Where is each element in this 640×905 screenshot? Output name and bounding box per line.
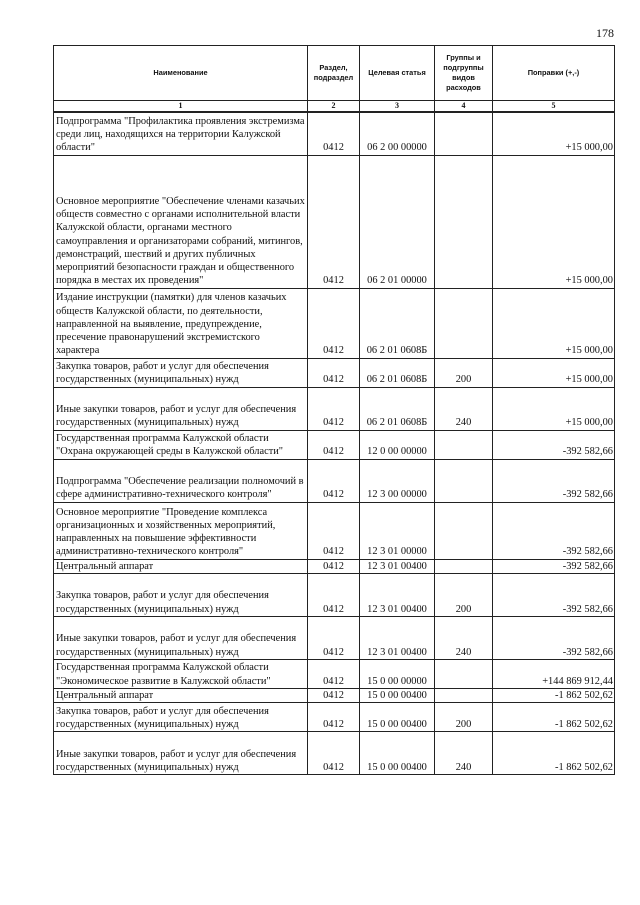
cell-target-item: 15 0 00 00400 [360,702,435,731]
cell-expense-group: 240 [435,387,493,430]
cell-target-item: 06 2 01 00000 [360,155,435,288]
cell-amount: -392 582,66 [493,616,615,659]
table-row [54,112,615,155]
table-row [54,358,615,387]
cell-name: Государственная программа Калужской области "Экономическое развитие в Калужской области" [54,659,308,688]
cell-name: Иные закупки товаров, работ и услуг для обеспечения государственных (муниципальных) нужд [54,731,308,774]
table-row [54,688,615,702]
cell-target-item: 12 0 00 00000 [360,430,435,459]
cell-amount: -392 582,66 [493,573,615,616]
cell-section: 0412 [308,616,360,659]
table-row [54,731,615,774]
header-expense-group: Группы и подгруппы видов расходов [435,46,493,101]
table-row [54,573,615,616]
cell-name: Подпрограмма "Обеспечение реализации полномочий в сфере административно-технического контроля" [54,459,308,502]
cell-name: Закупка товаров, работ и услуг для обеспечения государственных (муниципальных) нужд [54,702,308,731]
cell-name: Издание инструкции (памятки) для членов казачьих обществ Калужской области, по деятельности, направленной на выявление, предупреждение, пресечение правонарушений экстремистского характера [54,288,308,358]
cell-amount: +144 869 912,44 [493,659,615,688]
cell-section: 0412 [308,358,360,387]
column-number: 2 [308,101,360,113]
cell-target-item: 12 3 01 00400 [360,573,435,616]
cell-name: Иные закупки товаров, работ и услуг для обеспечения государственных (муниципальных) нужд [54,616,308,659]
cell-section: 0412 [308,731,360,774]
cell-name: Основное мероприятие "Проведение комплекса организационных и хозяйственных мероприятий, направленных на повышение эффективности административно-технического контроля" [54,502,308,559]
cell-section: 0412 [308,387,360,430]
cell-expense-group [435,502,493,559]
cell-target-item: 12 3 00 00000 [360,459,435,502]
cell-section: 0412 [308,155,360,288]
cell-target-item: 06 2 00 00000 [360,112,435,155]
table-row [54,387,615,430]
header-name: Наименование [54,46,308,101]
header-target-item: Целевая статья [360,46,435,101]
cell-section: 0412 [308,688,360,702]
cell-target-item: 06 2 01 0608Б [360,358,435,387]
table-header-row [54,46,615,101]
column-number: 5 [493,101,615,113]
cell-amount: -1 862 502,62 [493,731,615,774]
budget-amendments-table [53,45,615,775]
cell-amount: -392 582,66 [493,430,615,459]
cell-section: 0412 [308,659,360,688]
cell-amount: +15 000,00 [493,358,615,387]
cell-expense-group: 240 [435,731,493,774]
table-row [54,459,615,502]
cell-amount: -1 862 502,62 [493,702,615,731]
cell-name: Закупка товаров, работ и услуг для обеспечения государственных (муниципальных) нужд [54,358,308,387]
cell-target-item: 15 0 00 00000 [360,659,435,688]
cell-name: Иные закупки товаров, работ и услуг для обеспечения государственных (муниципальных) нужд [54,387,308,430]
cell-amount: +15 000,00 [493,155,615,288]
cell-name: Государственная программа Калужской области "Охрана окружающей среды в Калужской области" [54,430,308,459]
cell-amount: +15 000,00 [493,387,615,430]
cell-expense-group: 200 [435,702,493,731]
page-number: 178 [596,26,614,40]
cell-name: Основное мероприятие "Обеспечение членами казачьих обществ совместно с органами исполнительной власти Калужской области, органами местного самоуправления и организаторами собраний, митингов, демонстраций, шествий и других публичных мероприятий безопасности граждан и общественного порядка в местах их проведения" [54,155,308,288]
table-row [54,702,615,731]
cell-section: 0412 [308,459,360,502]
cell-expense-group: 200 [435,573,493,616]
cell-expense-group [435,430,493,459]
table-row [54,430,615,459]
cell-target-item: 12 3 01 00000 [360,502,435,559]
cell-section: 0412 [308,430,360,459]
header-amendments: Поправки (+,-) [493,46,615,101]
column-number: 4 [435,101,493,113]
cell-section: 0412 [308,559,360,573]
cell-section: 0412 [308,573,360,616]
table-body [54,112,615,774]
cell-expense-group: 200 [435,358,493,387]
table-row [54,559,615,573]
column-number-row [54,101,615,113]
table-row [54,155,615,288]
cell-expense-group [435,288,493,358]
cell-target-item: 06 2 01 0608Б [360,387,435,430]
cell-expense-group [435,459,493,502]
cell-amount: -392 582,66 [493,502,615,559]
cell-amount: -392 582,66 [493,459,615,502]
cell-name: Центральный аппарат [54,559,308,573]
cell-target-item: 06 2 01 0608Б [360,288,435,358]
table-row [54,616,615,659]
cell-target-item: 15 0 00 00400 [360,731,435,774]
cell-target-item: 15 0 00 00400 [360,688,435,702]
cell-section: 0412 [308,288,360,358]
header-section: Раздел, подраздел [308,46,360,101]
cell-amount: -392 582,66 [493,559,615,573]
column-number: 1 [54,101,308,113]
cell-amount: -1 862 502,62 [493,688,615,702]
cell-expense-group [435,155,493,288]
cell-expense-group [435,559,493,573]
cell-section: 0412 [308,702,360,731]
table-row [54,502,615,559]
column-number: 3 [360,101,435,113]
cell-name: Подпрограмма "Профилактика проявления экстремизма среди лиц, находящихся на территории Калужской области" [54,112,308,155]
table-row [54,659,615,688]
cell-name: Центральный аппарат [54,688,308,702]
cell-expense-group: 240 [435,616,493,659]
cell-expense-group [435,659,493,688]
cell-section: 0412 [308,112,360,155]
cell-expense-group [435,112,493,155]
table-row [54,288,615,358]
cell-name: Закупка товаров, работ и услуг для обеспечения государственных (муниципальных) нужд [54,573,308,616]
cell-target-item: 12 3 01 00400 [360,559,435,573]
cell-section: 0412 [308,502,360,559]
cell-amount: +15 000,00 [493,288,615,358]
cell-amount: +15 000,00 [493,112,615,155]
cell-target-item: 12 3 01 00400 [360,616,435,659]
cell-expense-group [435,688,493,702]
